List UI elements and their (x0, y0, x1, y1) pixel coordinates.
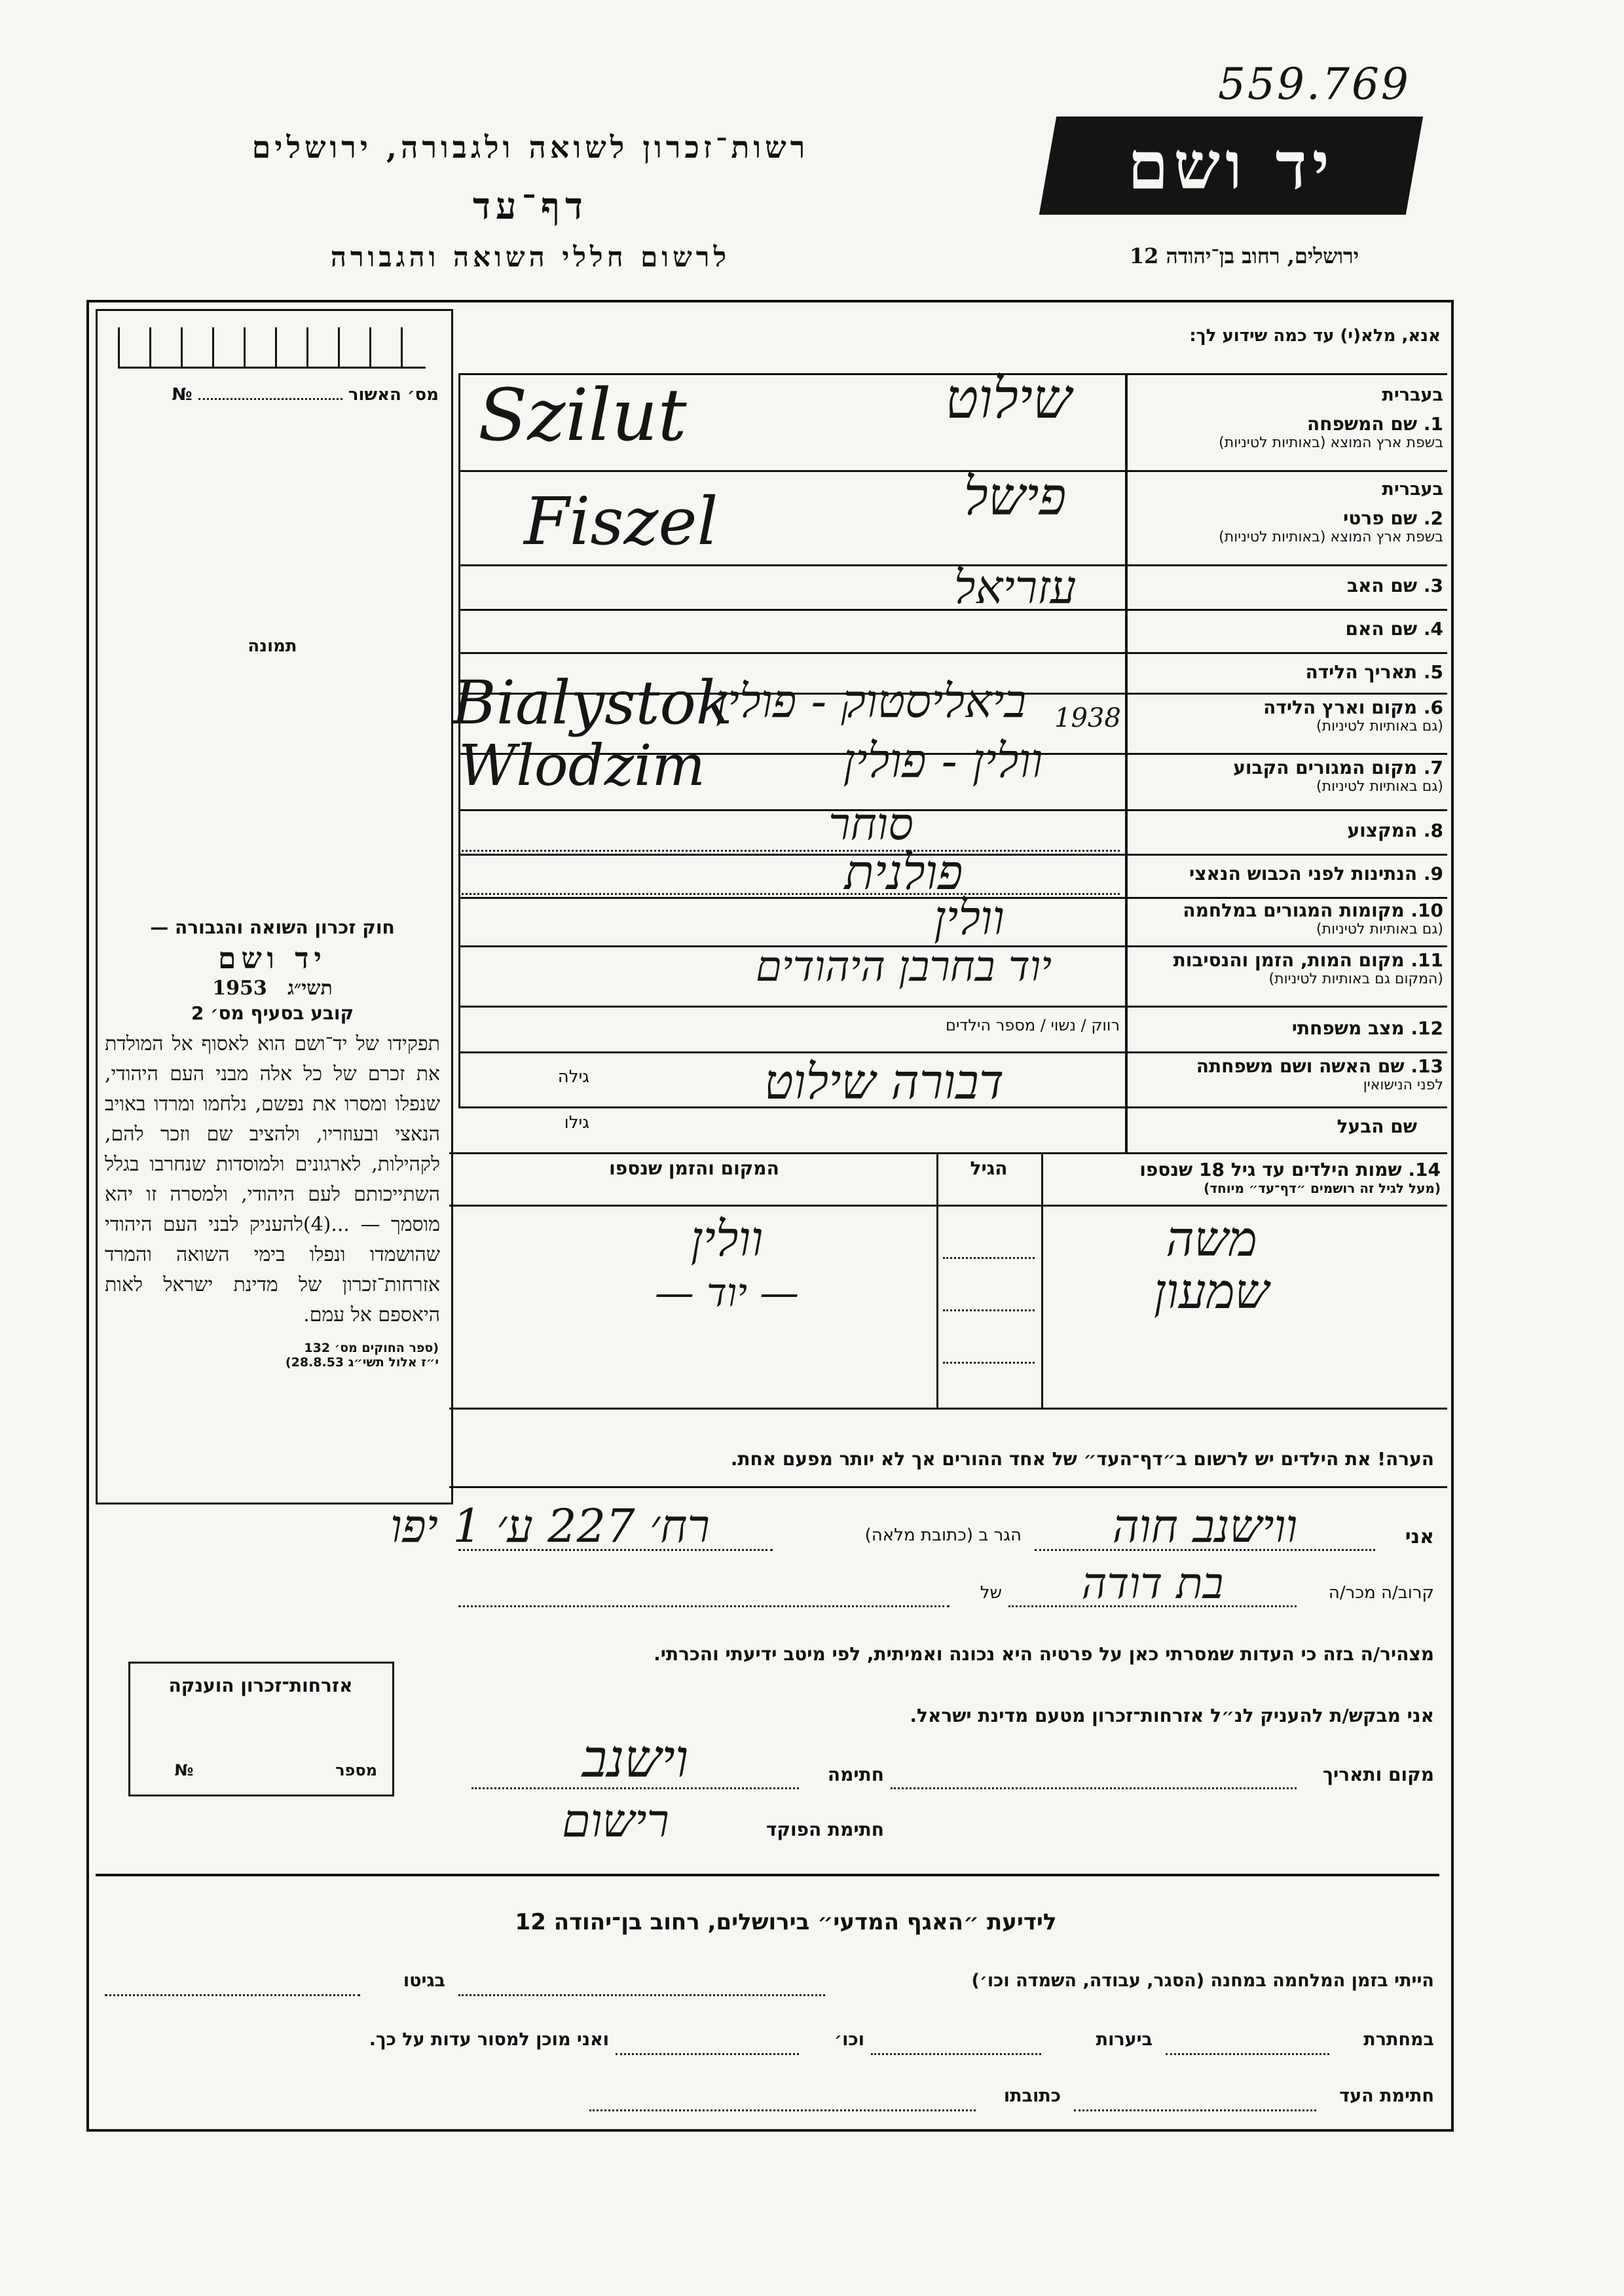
residence-hebrew: וולין - פולין (843, 733, 1043, 788)
surname-latin: Szilut (478, 373, 687, 457)
law-name: יד ושם (218, 942, 327, 975)
officer-signature: רישום (562, 1794, 669, 1848)
relative-value: בת דודה (1081, 1558, 1224, 1609)
field-12-options: רווק / נשוי / מספר הילדים (946, 1016, 1120, 1034)
children-label: 14. שמות הילדים עד גיל 18 שנספו (מעל לגיל זה רושמים ״דף־עד״ מיוחד) (1139, 1159, 1441, 1196)
ready-label: ואני מוכן למסור עדות על כך. (369, 2030, 609, 2050)
law-body: תפקידו של יד־ושם הוא לאסוף אל המולדת את זכרם של כל אלה מבני העם היהודי, שנפלו ומסרו את נפשם, נלחמו ומרדו באויב הנאצי ובעוזריו, ולהציב שם וזכר להם, לקהילות, לארגונים ולמוסדות שנחרבו בגלל השתייכותם לעם היהודי, ולמסרה זו יהא מוסמך — ...(4)להעניק לבני העם היהודי שהושמדו ונפלו בימי השואה והמרד אזרחות־זכרון של מדינת ישראל לאות היאספם אל עמם. (105, 1032, 441, 1326)
field-6-label: 6. מקום וארץ הלידה (גם באותיות לטיניות) (1263, 697, 1443, 735)
request-text: אני מבקש/ת להעניק לנ״ל אזרחות־זכרון מטעם מדינת ישראל. (910, 1705, 1434, 1726)
field-12-label: 12. מצב משפחתי (1291, 1017, 1443, 1039)
law-title: חוק זכרון השואה והגבורה — (150, 917, 395, 938)
certificate-number: מספר № (174, 1761, 377, 1779)
signature-label: חתימה (827, 1764, 884, 1785)
organization-name: רשות־זכרון לשואה ולגבורה, ירושלים (251, 130, 809, 165)
field-3-label: 3. שם האב (1346, 575, 1443, 596)
archive-number: 559.769 (1218, 59, 1411, 109)
form-title: דף־עד (472, 185, 588, 228)
affirm-text: מצהיר/ה בזה כי העדות שמסרתי כאן על פרטיה היא נכונה ואמיתית, לפי מיטב ידיעתי והכרתי. (654, 1643, 1434, 1665)
field-13-label: 13. שם האשה ושם משפחתה לפני הנישואין (1196, 1055, 1443, 1093)
relative-label: קרוב/ה מכר/ה (1328, 1583, 1434, 1603)
witness-signature-label: חתימת העד (1339, 2086, 1434, 2106)
photo-label: תמונה (248, 636, 297, 656)
law-source-date: י״ז אלול תשי״ג 28.8.53) (285, 1355, 439, 1370)
intro-text: אנא, מלא(י) עד כמה שידוע לך: (1189, 326, 1441, 346)
field-9-label: 9. הנתינות לפני הכבוש הנאצי (1189, 863, 1443, 884)
field-1-label: בעברית 1. שם המשפחה בשפת ארץ המוצא (באותיות לטיניות) (1219, 385, 1443, 451)
forests-label: ביערות (1096, 2030, 1153, 2050)
birth-year-mark: 1938 (1054, 703, 1121, 733)
yad-vashem-logo (1039, 117, 1423, 215)
declarant-address: רח׳ 227 ע׳ 1 יפו (390, 1499, 710, 1553)
child-name-1: משה (1166, 1211, 1257, 1267)
wife-name: דבורה שילוט (764, 1054, 1005, 1110)
field-11-label: 11. מקום המות, הזמן והנסיבות (המקום גם באותיות לטיניות) (1173, 949, 1443, 987)
declarant-signature: וישנב (581, 1728, 689, 1789)
residence-latin: Wlodzim (458, 733, 706, 799)
law-source: (ספר החוקים מס׳ 132 (304, 1341, 439, 1355)
father-name: עזריאל (953, 560, 1077, 614)
certificate-title: אזרחות־זכרון הוענקה (168, 1675, 353, 1696)
field-8-label: 8. המקצוע (1347, 820, 1443, 841)
child-place-1: וולין (690, 1211, 764, 1267)
of-label: של (980, 1583, 1002, 1603)
ghetto-label: בגיטו (403, 1971, 445, 1991)
place-date-label: מקום ותאריך (1322, 1764, 1434, 1785)
approval-ticks (118, 327, 426, 369)
husband-label: שם הבעל (1337, 1116, 1417, 1137)
wartime-residence: וולין (934, 890, 1005, 945)
form-subtitle: לרשום חללי השואה והגבורה (330, 241, 731, 273)
surname-hebrew: שילוט (945, 367, 1072, 431)
bottom-title: לידיעת ״האגף המדעי״ בירושלים, רחוב בן־יהודה 12 (515, 1909, 1057, 1935)
field-5-label: 5. תאריך הלידה (1305, 661, 1443, 683)
field-13-age-label: גילה (557, 1067, 589, 1087)
header-address: ירושלים, רחוב בן־יהודה 12 (1129, 244, 1359, 268)
approval-number-label: מס׳ האשור № (172, 385, 439, 405)
child-name-2: שמעון (1154, 1264, 1269, 1320)
field-10-label: 10. מקומות המגורים במלחמה (גם באותיות לטיניות) (1183, 900, 1443, 938)
underground-label: במחתרת (1363, 2030, 1434, 2050)
etc-label: וכו׳ (834, 2030, 864, 2050)
children-age-header: הגיל (970, 1157, 1008, 1179)
law-year: 1953 (212, 977, 267, 1000)
occupation: סוחר (828, 799, 913, 850)
law-block (100, 917, 445, 1370)
law-section: קובע בסעיף מס׳ 2 (191, 1002, 354, 1024)
firstname-latin: Fiszel (524, 483, 718, 560)
declarant-name: ווישנב חוה (1112, 1499, 1298, 1553)
field-2-label: בעברית 2. שם פרטי בשפת ארץ המוצא (באותיות לטיניות) (1219, 479, 1443, 545)
bottom-divider (96, 1874, 1439, 1876)
death-place: יוד בחרבן היהודים (755, 943, 1052, 991)
birthplace-latin: Bialystok (452, 668, 733, 738)
residing-label: הגר ב (כתובת מלאה) (864, 1525, 1022, 1545)
birthplace-hebrew: ביאליסטוק - פולין (715, 674, 1027, 728)
field-4-label: 4. שם האם (1345, 618, 1443, 640)
children-note: הערה! את הילדים יש לרשום ב״דף־העד״ של אחד ההורים אך לא יותר מפעם אחת. (730, 1448, 1434, 1470)
children-place-header: המקום והזמן שנספו (609, 1157, 779, 1179)
declaration-ani: אני (1405, 1525, 1434, 1548)
right-column-border (1125, 373, 1128, 1152)
field-7-label: 7. מקום המגורים הקבוע (גם באותיות לטיניות) (1233, 757, 1443, 795)
law-year-hebrew: תשי״ג (287, 977, 333, 1000)
officer-label: חתימת הפוקד (766, 1819, 884, 1840)
witness-address-label: כתובתו (1003, 2086, 1061, 2106)
nationality: פולנית (844, 845, 963, 901)
husband-age-label: גילו (564, 1113, 589, 1133)
camp-line: הייתי בזמן המלחמה במחנה (הסגר, עבודה, השמדה וכו׳) (971, 1971, 1434, 1991)
logo-text: יד ושם (1128, 127, 1335, 204)
firstname-hebrew: פישל (963, 466, 1067, 527)
child-place-2: — יוד — (654, 1270, 800, 1316)
